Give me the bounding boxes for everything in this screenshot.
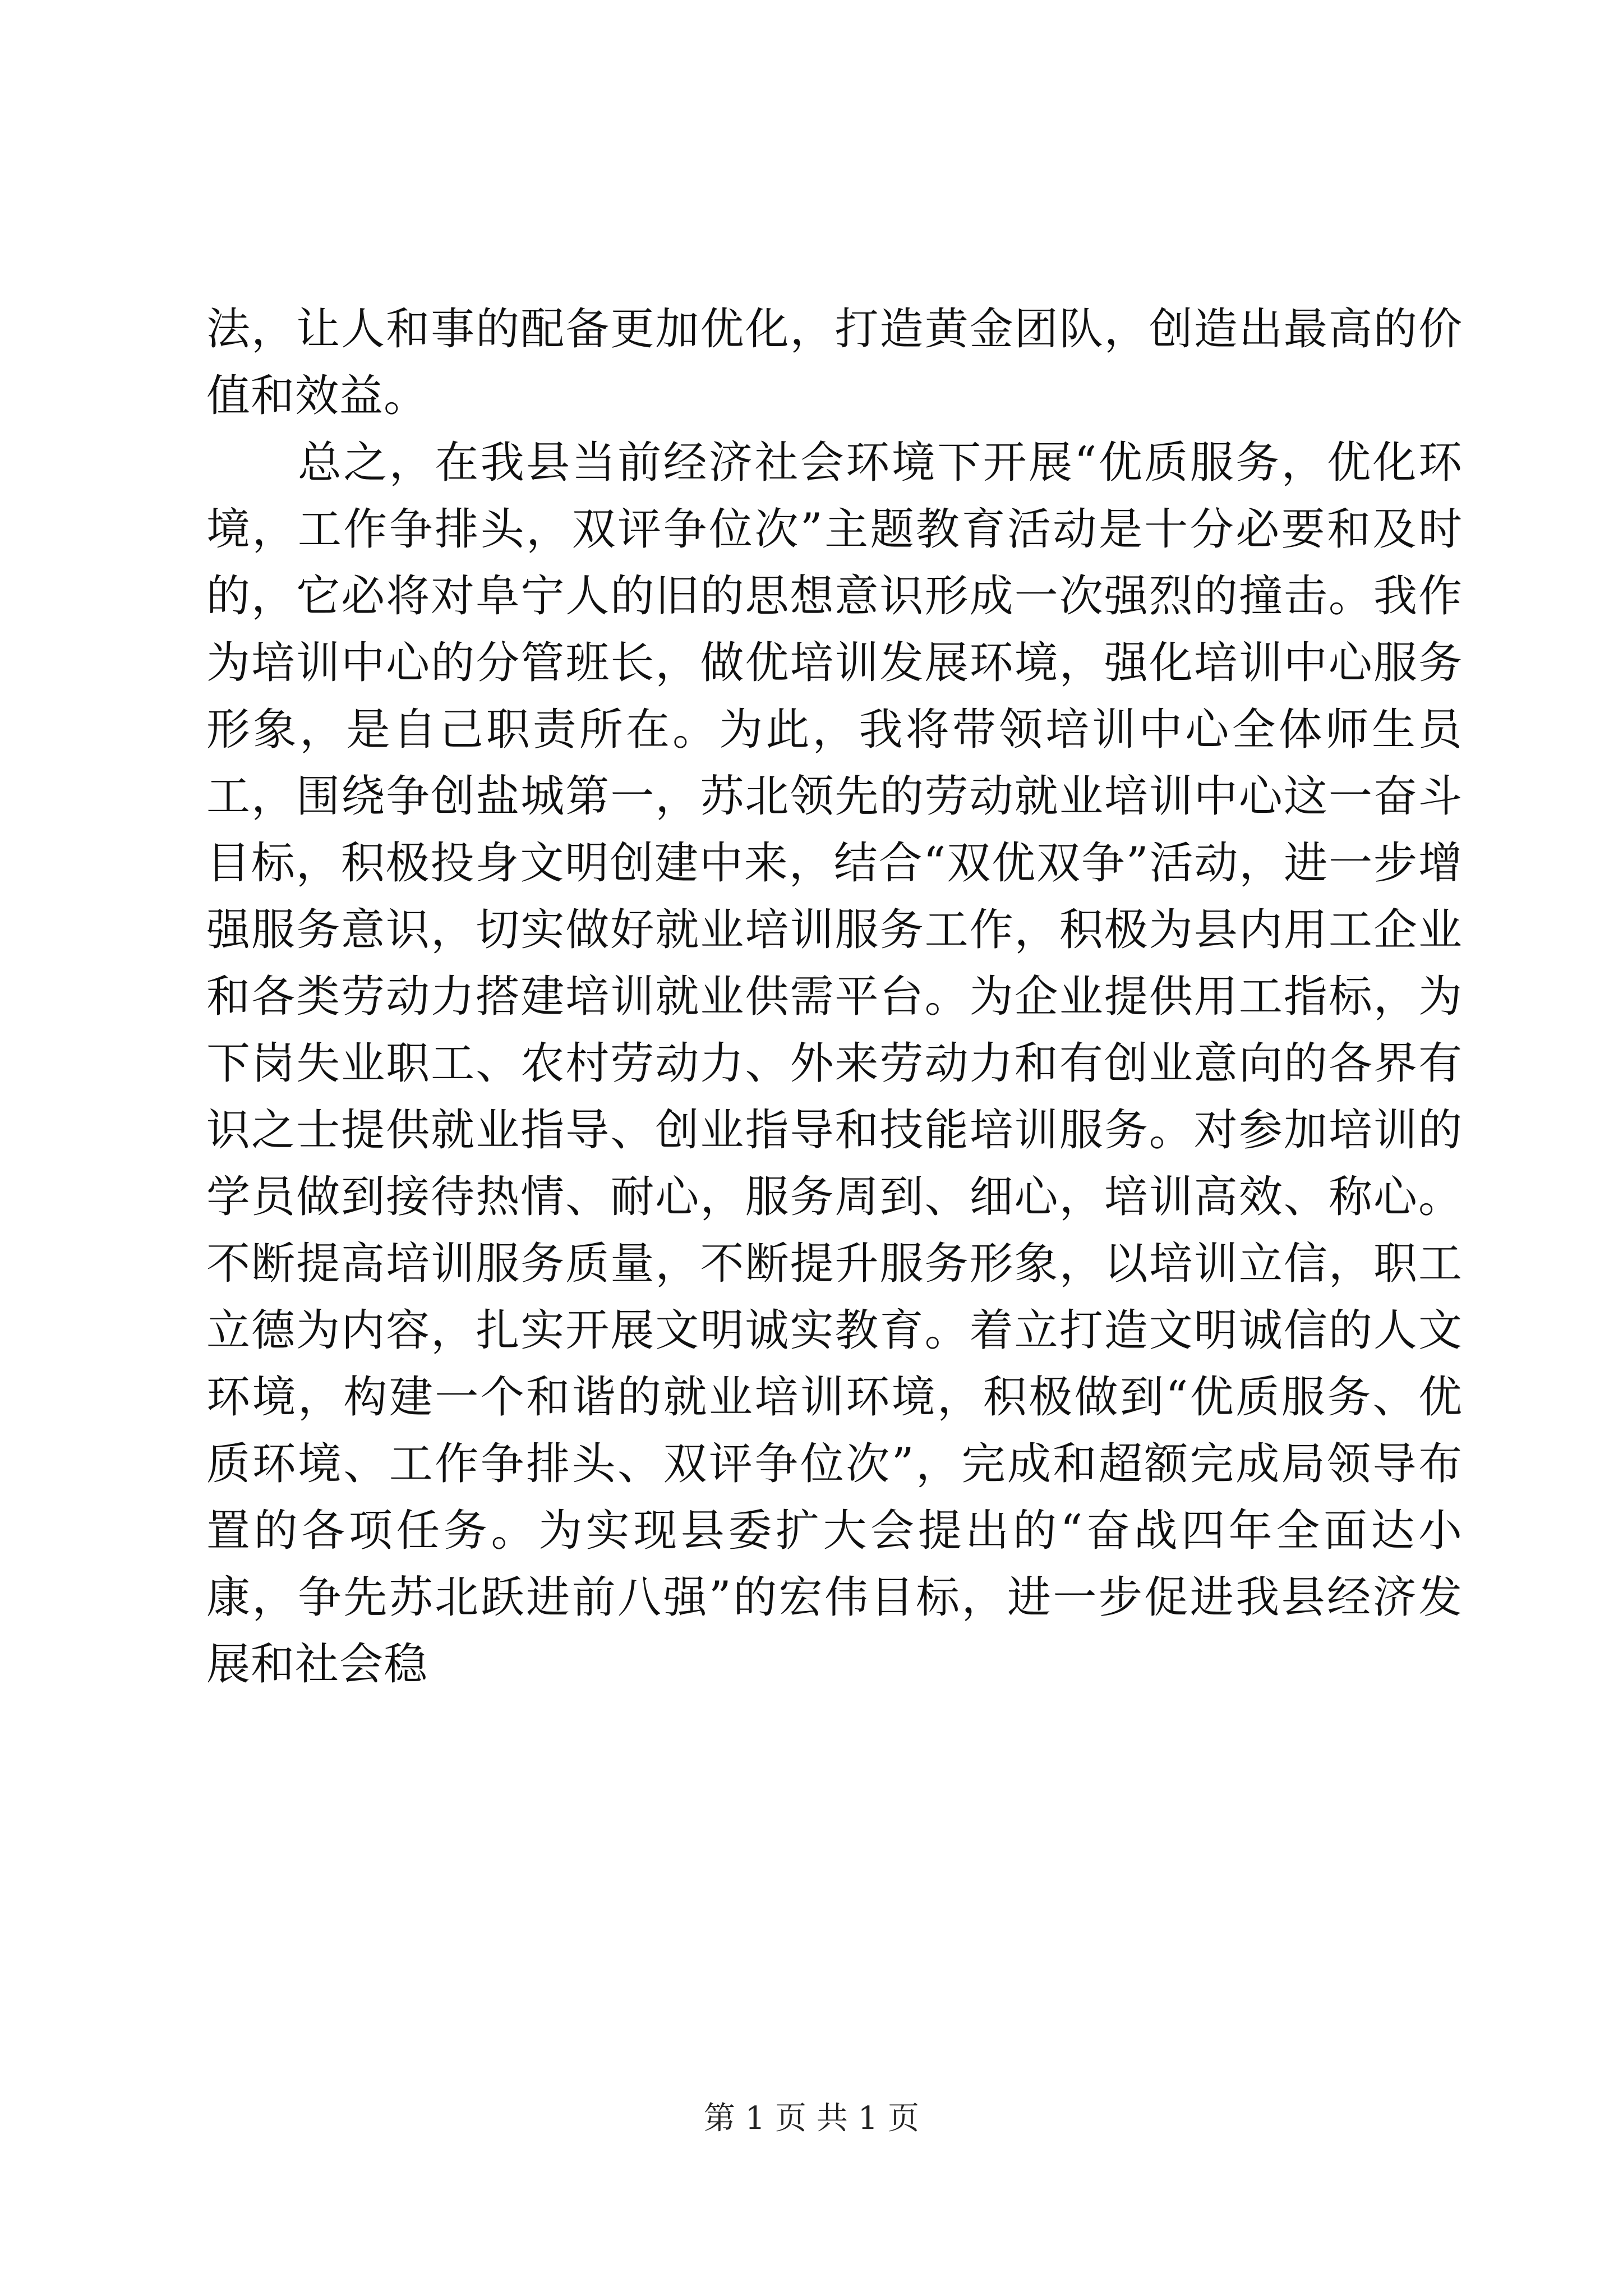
- paragraph-conclusion: 总之，在我县当前经济社会环境下开展“优质服务，优化环境，工作争排头，双评争位次”主题教育活动是十分必要和及时的，它必将对阜宁人的旧的思想意识形成一次强烈的撞击。我作为培训中心的分管班长，做优培训发展环境，强化培训中心服务形象，是自己职责所在。为此，我将带领培训中心全体师生员工，围绕争创盐城第一，苏北领先的劳动就业培训中心这一奋斗目标，积极投身文明创建中来，结合“双优双争”活动，进一步增强服务意识，切实做好就业培训服务工作，积极为县内用工企业和各类劳动力搭建培训就业供需平台。为企业提供用工指标，为下岗失业职工、农村劳动力、外来劳动力和有创业意向的各界有识之士提供就业指导、创业指导和技能培训服务。对参加培训的学员做到接待热情、耐心，服务周到、细心，培训高效、称心。不断提高培训服务质量，不断提升服务形象，以培训立信，职工立德为内容，扎实开展文明诚实教育。着立打造文明诚信的人文环境，构建一个和谐的就业培训环境，积极做到“优质服务、优质环境、工作争排头、双评争位次”，完成和超额完成局领导布置的各项任务。为实现县委扩大会提出的“奋战四年全面达小康，争先苏北跃进前八强”的宏伟目标，进一步促进我县经济发展和社会稳: [206, 438, 1463, 1690]
- document-body: [206, 296, 1463, 1698]
- paragraph-continuation: 法，让人和事的配备更加优化，打造黄金团队，创造出最高的价值和效益。: [206, 304, 1463, 421]
- page-footer: 第 1 页 共 1 页: [703, 2100, 920, 2137]
